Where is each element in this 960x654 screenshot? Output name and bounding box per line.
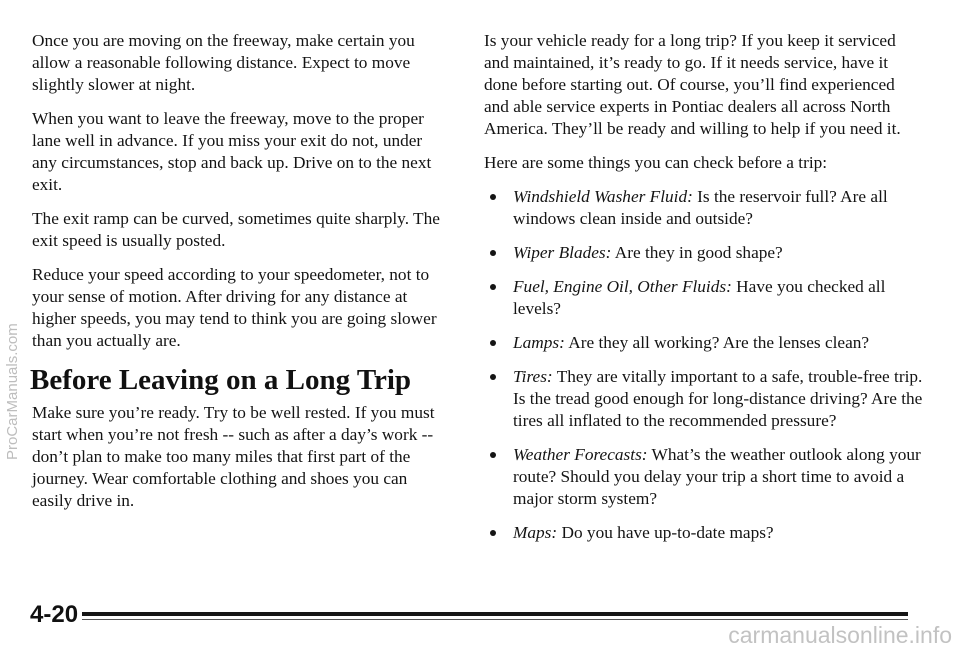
checklist-term: Wiper Blades: xyxy=(513,243,612,262)
checklist-text: They are vitally important to a safe, trouble-free trip. Is the tread good enough for long-distance driving? Are the tires all inflated to the recommended pressure? xyxy=(513,367,923,430)
page-number: 4-20 xyxy=(30,601,79,628)
checklist xyxy=(484,186,924,544)
checklist-item xyxy=(484,242,924,264)
paragraph-reduce-speed: Reduce your speed according to your speedometer, not to your sense of motion. After driving for any distance at higher speeds, you may tend to think you are going slower than you actually are. xyxy=(32,265,437,350)
checklist-text: Do you have up-to-date maps? xyxy=(557,523,774,542)
checklist-text: Is the reservoir full? Are all windows clean inside and outside? xyxy=(513,187,888,228)
footer-rule xyxy=(82,612,908,616)
checklist-text: Are they all working? Are the lenses clean? xyxy=(564,333,870,352)
footer-rule-thin xyxy=(82,619,908,620)
checklist-item xyxy=(484,186,924,230)
paragraph-trip-ready: Make sure you’re ready. Try to be well rested. If you must start when you’re not fresh -- such as after a day’s work -- don’t plan to make too many miles that first part of the journey. Wear comfortable clothing and shoes you can easily drive in. xyxy=(32,403,435,510)
checklist-text: What’s the weather outlook along your route? Should you delay your trip a short time to avoid a major storm system? xyxy=(513,445,921,508)
bullet-icon xyxy=(490,452,496,458)
bullet-icon xyxy=(490,374,496,380)
side-watermark-text: ProCarManuals.com xyxy=(4,323,21,460)
side-watermark xyxy=(4,20,22,460)
bottom-watermark: carmanualsonline.info xyxy=(728,622,952,648)
right-column xyxy=(484,30,924,556)
bullet-icon xyxy=(490,340,496,346)
bullet-icon xyxy=(490,530,496,536)
checklist-term: Fuel, Engine Oil, Other Fluids: xyxy=(513,277,732,296)
checklist-item xyxy=(484,332,924,354)
paragraph-leave-freeway: When you want to leave the freeway, move to the proper lane well in advance. If you miss your exit do not, under any circumstances, stop and back up. Drive on to the next exit. xyxy=(32,109,432,194)
checklist-term: Lamps: xyxy=(513,333,565,352)
left-column xyxy=(32,30,450,524)
checklist-term: Windshield Washer Fluid: xyxy=(513,187,693,206)
section-heading: Before Leaving on a Long Trip xyxy=(30,364,412,396)
checklist-term: Weather Forecasts: xyxy=(513,445,648,464)
checklist-item xyxy=(484,366,924,432)
paragraph-freeway-distance: Once you are moving on the freeway, make certain you allow a reasonable following distance. Expect to move slightly slower at night. xyxy=(32,31,415,94)
bullet-icon xyxy=(490,284,496,290)
bullet-icon xyxy=(490,194,496,200)
paragraph-exit-ramp: The exit ramp can be curved, sometimes quite sharply. The exit speed is usually posted. xyxy=(32,209,440,250)
bullet-icon xyxy=(490,250,496,256)
checklist-item xyxy=(484,522,924,544)
checklist-text: Have you checked all levels? xyxy=(513,277,886,318)
checklist-text: Are they in good shape? xyxy=(611,243,783,262)
checklist-item xyxy=(484,444,924,510)
checklist-term: Maps: xyxy=(513,523,558,542)
checklist-intro: Here are some things you can check before a trip: xyxy=(484,153,828,172)
checklist-item xyxy=(484,276,924,320)
paragraph-vehicle-ready: Is your vehicle ready for a long trip? If you keep it serviced and maintained, it’s ready to go. If it needs service, have it done before starting out. Of course, you’ll find experienced and able service experts in Pontiac dealers all across North America. They’ll be ready and willing to help if you need it. xyxy=(484,31,901,138)
checklist-term: Tires: xyxy=(513,367,553,386)
